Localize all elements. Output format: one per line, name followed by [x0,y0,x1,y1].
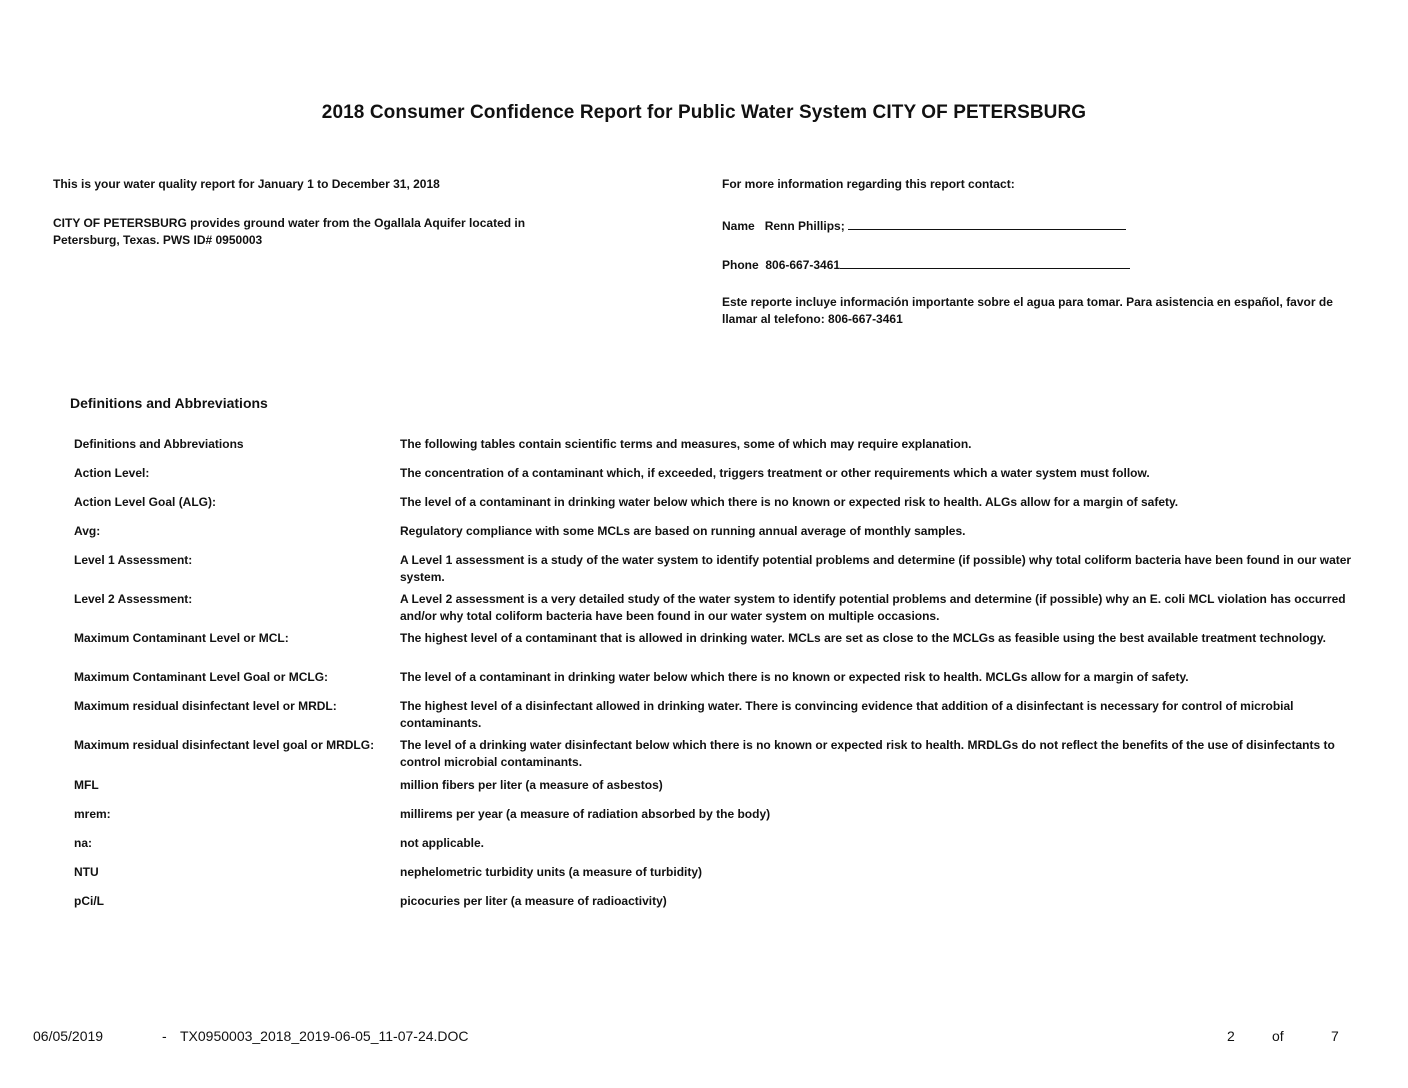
definition-row [74,669,1364,698]
definition-row [74,591,1364,630]
footer-of: of [1272,1028,1284,1044]
definition-term: Definitions and Abbreviations [74,437,244,451]
footer-dash: - [162,1028,167,1044]
definition-desc: The highest level of a contaminant that is allowed in drinking water. MCLs are set as close to the MCLGs as feasible using the best available treatment technology. [400,631,1326,645]
definition-term: Maximum residual disinfectant level goal or MRDLG: [74,738,375,752]
definition-term: mrem: [74,807,111,821]
footer-filename: TX0950003_2018_2019-06-05_11-07-24.DOC [180,1028,469,1044]
definition-term: Action Level Goal (ALG): [74,495,217,509]
definition-row [74,806,1364,835]
phone-value: 806-667-3461 [765,258,841,272]
definitions-heading: Definitions and Abbreviations [70,395,268,411]
definition-term: Level 1 Assessment: [74,553,193,567]
definition-term: Level 2 Assessment: [74,592,193,606]
definition-row [74,737,1364,777]
name-underline [848,216,1126,230]
definition-row [74,835,1364,864]
definition-desc: A Level 2 assessment is a very detailed study of the water system to identify potential problems and determine (if possible) why an E. coli MCL violation has occurred and/or why total coliform bacteria have been found in our water system on multiple occasions. [400,592,1346,623]
page-title: 2018 Consumer Confidence Report for Public Water System CITY OF PETERSBURG [321,102,1087,123]
source-description [53,215,613,249]
footer-page-number: 2 [1227,1028,1235,1044]
definition-row [74,864,1364,893]
spanish-notice [722,294,1362,328]
definitions-table [74,436,1364,922]
definition-row [74,630,1364,669]
contact-name [722,216,1362,235]
definition-row [74,523,1364,552]
definition-desc: The level of a contaminant in drinking water below which there is no known or expected risk to health. MCLGs allow for a margin of safety. [400,670,1189,684]
definition-desc: nephelometric turbidity units (a measure of turbidity) [400,865,703,879]
definition-term: pCi/L [74,894,104,908]
definition-desc: million fibers per liter (a measure of asbestos) [400,778,663,792]
definition-desc: not applicable. [400,836,485,850]
footer-date: 06/05/2019 [33,1028,104,1044]
definition-desc: The concentration of a contaminant which, if exceeded, triggers treatment or other requirements which a water system must follow. [400,466,1150,480]
definition-desc: The level of a drinking water disinfectant below which there is no known or expected risk to health. MRDLGs do not reflect the benefits of the use of disinfectants to control microbial contaminants. [400,738,1335,769]
definition-row [74,777,1364,806]
definition-desc: Regulatory compliance with some MCLs are based on running annual average of monthly samples. [400,524,966,538]
source-line-2: Petersburg, Texas. PWS ID# 0950003 [53,233,263,247]
definition-desc: The highest level of a disinfectant allowed in drinking water. There is convincing evidence that addition of a disinfectant is necessary for control of microbial contaminants. [400,699,1294,730]
definition-row [74,552,1364,591]
contact-phone [722,255,1362,274]
definition-desc: The following tables contain scientific terms and measures, some of which may require explanation. [400,437,972,451]
definition-term: MFL [74,778,99,792]
spanish-line-1: Este reporte incluye información importante sobre el agua para tomar. Para asistencia en español, favor de [722,295,1333,309]
definition-desc: A Level 1 assessment is a study of the water system to identify potential problems and determine (if possible) why total coliform bacteria have been found in our water system. [400,553,1352,584]
name-value: Renn Phillips; [764,219,845,233]
spanish-line-2: llamar al telefono: 806-667-3461 [722,312,903,326]
definition-row [74,465,1364,494]
definition-desc: The level of a contaminant in drinking water below which there is no known or expected risk to health. ALGs allow for a margin of safety. [400,495,1179,509]
definition-desc: millirems per year (a measure of radiation absorbed by the body) [400,807,771,821]
footer-total-pages: 7 [1331,1028,1339,1044]
definition-term: Maximum Contaminant Level Goal or MCLG: [74,670,329,684]
name-label: Name [722,219,755,233]
contact-heading: For more information regarding this report contact: [722,177,1015,191]
source-line-1: CITY OF PETERSBURG provides ground water from the Ogallala Aquifer located in [53,216,526,230]
phone-label: Phone [722,258,759,272]
definition-row [74,893,1364,922]
definition-desc: picocuries per liter (a measure of radioactivity) [400,894,667,908]
definition-term: NTU [74,865,99,879]
report-period: This is your water quality report for January 1 to December 31, 2018 [53,177,440,191]
definition-term: na: [74,836,92,850]
definition-row [74,436,1364,465]
definition-term: Avg: [74,524,101,538]
phone-underline [840,255,1130,269]
definition-row [74,698,1364,737]
definition-row [74,494,1364,523]
definition-term: Maximum residual disinfectant level or MRDL: [74,699,337,713]
definition-term: Action Level: [74,466,150,480]
definition-term: Maximum Contaminant Level or MCL: [74,631,289,645]
